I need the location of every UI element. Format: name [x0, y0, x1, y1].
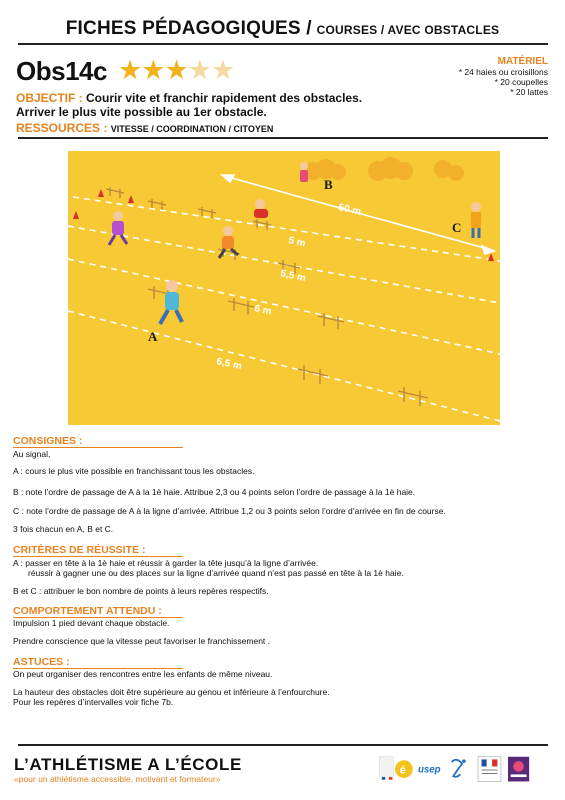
distance-label: 5,5 m — [279, 268, 307, 285]
runner-logo — [452, 759, 466, 776]
header-title-sub: COURSES / AVEC OBSTACLES — [316, 23, 500, 37]
objectif-block — [16, 91, 436, 119]
ressources-label: RESSOURCES : — [16, 121, 108, 135]
distance-label: 5 m — [287, 235, 307, 250]
objectif-line-2: Arriver le plus vite possible au 1er obstacle. — [16, 105, 267, 119]
star-empty-icon: ★ — [210, 55, 235, 85]
sheet-code: Obs14c — [16, 56, 107, 86]
objectif-line-1: Courir vite et franchir rapidement des obstacles. — [86, 91, 363, 105]
consignes-title: CONSIGNES : — [13, 435, 83, 447]
astuces-title: ASTUCES : — [13, 656, 70, 668]
header-title-main: FICHES PÉDAGOGIQUES / — [65, 18, 312, 39]
hurdles — [106, 187, 428, 406]
star-empty-icon: ★ — [187, 55, 211, 85]
consignes-line: C : note l’ordre de passage de A à la ligne d’arrivée. Attribue 1,2 ou 3 points selon l’ordre d’arrivée en fin de course. — [13, 506, 446, 516]
consignes-line: B : note l’ordre de passage de A à la 1è haie. Attribue 2,3 ou 4 points selon l’ordre de passage à la 1è haie. — [13, 487, 416, 497]
track-illustration — [68, 151, 500, 425]
consignes-line: 3 fois chacun en A, B et C. — [13, 524, 114, 534]
distance-label: 50 m — [337, 202, 362, 218]
astuces-line: On peut organiser des rencontres entre les enfants de même niveau. — [13, 669, 273, 679]
consignes-underline — [13, 447, 183, 448]
republique-francaise-logo — [478, 757, 501, 782]
materiel-title: MATÉRIEL — [497, 56, 548, 67]
role-label-c: C — [452, 220, 462, 235]
star-filled-icon: ★ — [118, 55, 142, 85]
usep-logo — [418, 765, 441, 776]
ffa-logo — [508, 757, 529, 782]
svg-text:usep: usep — [418, 764, 441, 776]
footer-subtitle: «pour un athlétisme accessible, motivant et formateur» — [14, 774, 221, 784]
distance-label: 6,5 m — [215, 356, 243, 373]
footer-divider — [18, 744, 548, 746]
materiel-item: * 24 haies ou croisillons — [458, 67, 548, 77]
objectif-label: OBJECTIF : — [16, 91, 83, 105]
role-label-a: A — [148, 329, 158, 344]
role-label-b: B — [324, 177, 333, 192]
partner-logos — [368, 755, 558, 785]
footer-title: L’ATHLÉTISME A L’ÉCOLE — [14, 755, 242, 774]
materiel-item: * 20 coupelles — [494, 77, 548, 87]
astuces-line: Pour les repères d’intervalles voir fiche 7b. — [13, 697, 174, 707]
star-filled-icon: ★ — [141, 55, 165, 85]
section-divider — [18, 137, 548, 139]
role-labels — [148, 177, 461, 344]
consignes-line: Au signal, — [13, 449, 51, 459]
page-header-title — [0, 18, 565, 40]
ministere-logo — [379, 757, 393, 780]
astuces-line: La hauteur des obstacles doit être supérieure au genou et inférieure à l’enfourchure. — [13, 687, 330, 697]
consignes-line: A : cours le plus vite possible en franchissant tous les obstacles. — [13, 466, 255, 476]
criteres-underline — [13, 556, 183, 557]
ressources-block — [16, 121, 273, 135]
comportement-line: Prendre conscience que la vitesse peut favoriser le franchissement . — [13, 636, 271, 646]
e-logo — [395, 760, 413, 778]
cones — [73, 189, 494, 261]
materiel-item: * 20 lattes — [510, 87, 548, 97]
criteres-line: A : passer en tête à la 1è haie et réussir à garder la tête jusqu’à la ligne d’arrivée. — [13, 558, 319, 568]
svg-text:é: é — [399, 764, 406, 777]
criteres-line: réussir à gagner une ou des places sur la ligne d’arrivée quand n’est pas passé en tête à la 1è haie. — [28, 568, 404, 578]
comportement-line: Impulsion 1 pied devant chaque obstacle. — [13, 618, 170, 628]
materiel-list — [459, 67, 548, 97]
difficulty-rating — [118, 55, 234, 85]
comportement-title: COMPORTEMENT ATTENDU : — [13, 605, 162, 617]
track-illustration-svg — [68, 151, 500, 425]
criteres-line: B et C : attribuer le bon nombre de points à leurs repères respectifs. — [13, 586, 269, 596]
distance-label: 6 m — [253, 303, 273, 318]
criteres-title: CRITÈRES DE RÉUSSITE : — [13, 544, 146, 556]
lane-lines — [68, 197, 500, 421]
ressources-value: VITESSE / COORDINATION / CITOYEN — [110, 124, 274, 134]
distance-labels — [215, 202, 362, 372]
header-divider — [18, 43, 548, 45]
star-filled-icon: ★ — [164, 55, 188, 85]
